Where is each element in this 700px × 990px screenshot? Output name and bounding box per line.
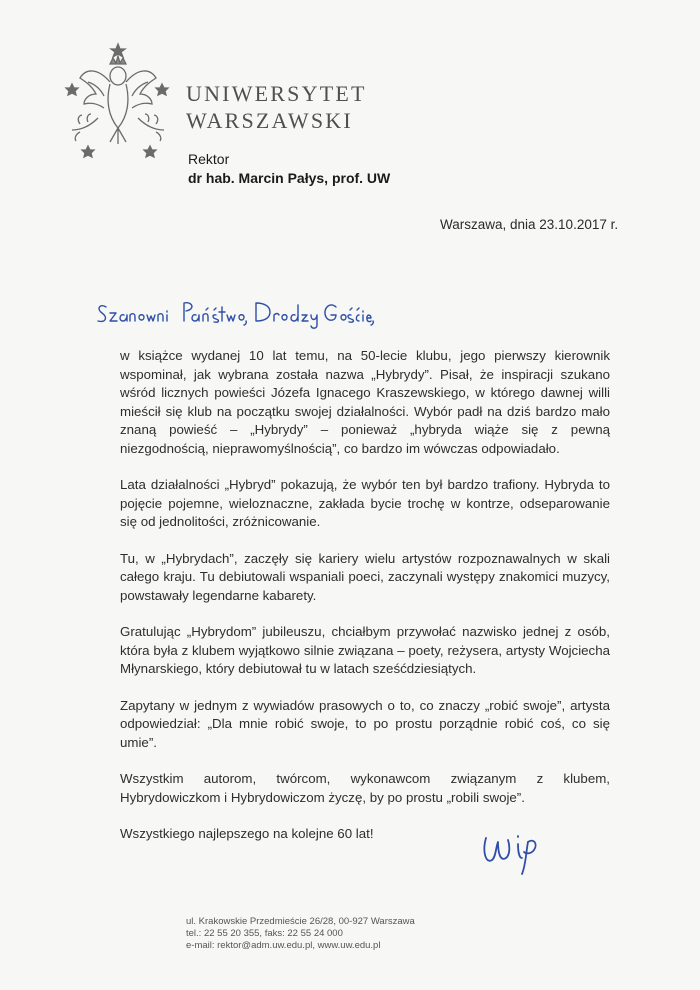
letter-paragraph-3: Tu, w „Hybrydach”, zaczęły się kariery wielu artystów rozpoznawalnych w skali całego kraju. Tu debiutowali wspaniali poeci, zaczynali występy znakomici muzycy, powstawały legendarne kabarety. — [120, 550, 610, 603]
sender-title: Rektor — [188, 151, 230, 167]
university-name-line2: WARSZAWSKI — [186, 108, 353, 133]
handwritten-salutation — [96, 293, 376, 333]
footer-phone: tel.: 22 55 20 355, faks: 22 55 24 000 — [186, 928, 343, 939]
letter-paragraph-2: Lata działalności „Hybryd” pokazują, że wybór ten był bardzo trafiony. Hybryda to pojęcie pojemne, wieloznaczne, zakłada bycie trochę w kontrze, odseparowanie się od jednolitości, zróżnicowanie. — [120, 477, 610, 529]
university-name-line1: UNIWERSYTET — [186, 81, 367, 106]
university-eagle-logo — [58, 38, 178, 168]
sender-name: dr hab. Marcin Pałys, prof. UW — [188, 170, 391, 186]
footer-email: e-mail: rektor@adm.uw.edu.pl, www.uw.edu.pl — [186, 940, 381, 951]
university-name — [186, 80, 367, 134]
handwritten-signature — [478, 828, 548, 878]
letter-paragraph-6: Wszystkim autorom, twórcom, wykonawcom związanym z klubem, Hybrydowiczkom i Hybrydowiczom życzę, by po prostu „robili swoje”. — [120, 771, 610, 805]
letter-paragraph-4: Gratulując „Hybrydom” jubileuszu, chciałbym przywołać nazwisko jednej z osób, która była z klubem wyjątkowo silnie związana – poety, reżysera, artysty Wojciecha Młynarskiego, który debiutował tu w latach sześćdziesiątych. — [120, 624, 610, 676]
letter-body — [120, 347, 610, 862]
footer-address: ul. Krakowskie Przedmieście 26/28, 00-927 Warszawa — [186, 916, 415, 927]
letter-paragraph-7: Wszystkiego najlepszego na kolejne 60 lat! — [120, 826, 374, 841]
letter-paragraph-5: Zapytany w jednym z wywiadów prasowych o to, co znaczy „robić swoje”, artysta odpowiedział: „Dla mnie robić swoje, to po prostu porządnie robić coś, co się umie”. — [120, 697, 610, 750]
sender-block — [188, 150, 390, 188]
letterhead-footer — [186, 916, 415, 952]
letter-paragraph-1: w książce wydanej 10 lat temu, na 50-lecie klubu, jego pierwszy kierownik wspominał, jak wybrana została nazwa „Hybrydy”. Pisał, że inspiracji szukano wśród licznych powieści Józefa Ignacego Kraszewskiego, w którego dawnej willi mieścił się klub na początku swojej działalności. Wybór padł na dziś bardzo mało znaną powieść – „Hybrydy” – ponieważ „hybryda wiąże się z pewną niezgodnością, nieprawomyślnością”, co bardzo im wówczas odpowiadało. — [120, 348, 610, 456]
letter-date: Warszawa, dnia 23.10.2017 r. — [440, 217, 619, 232]
